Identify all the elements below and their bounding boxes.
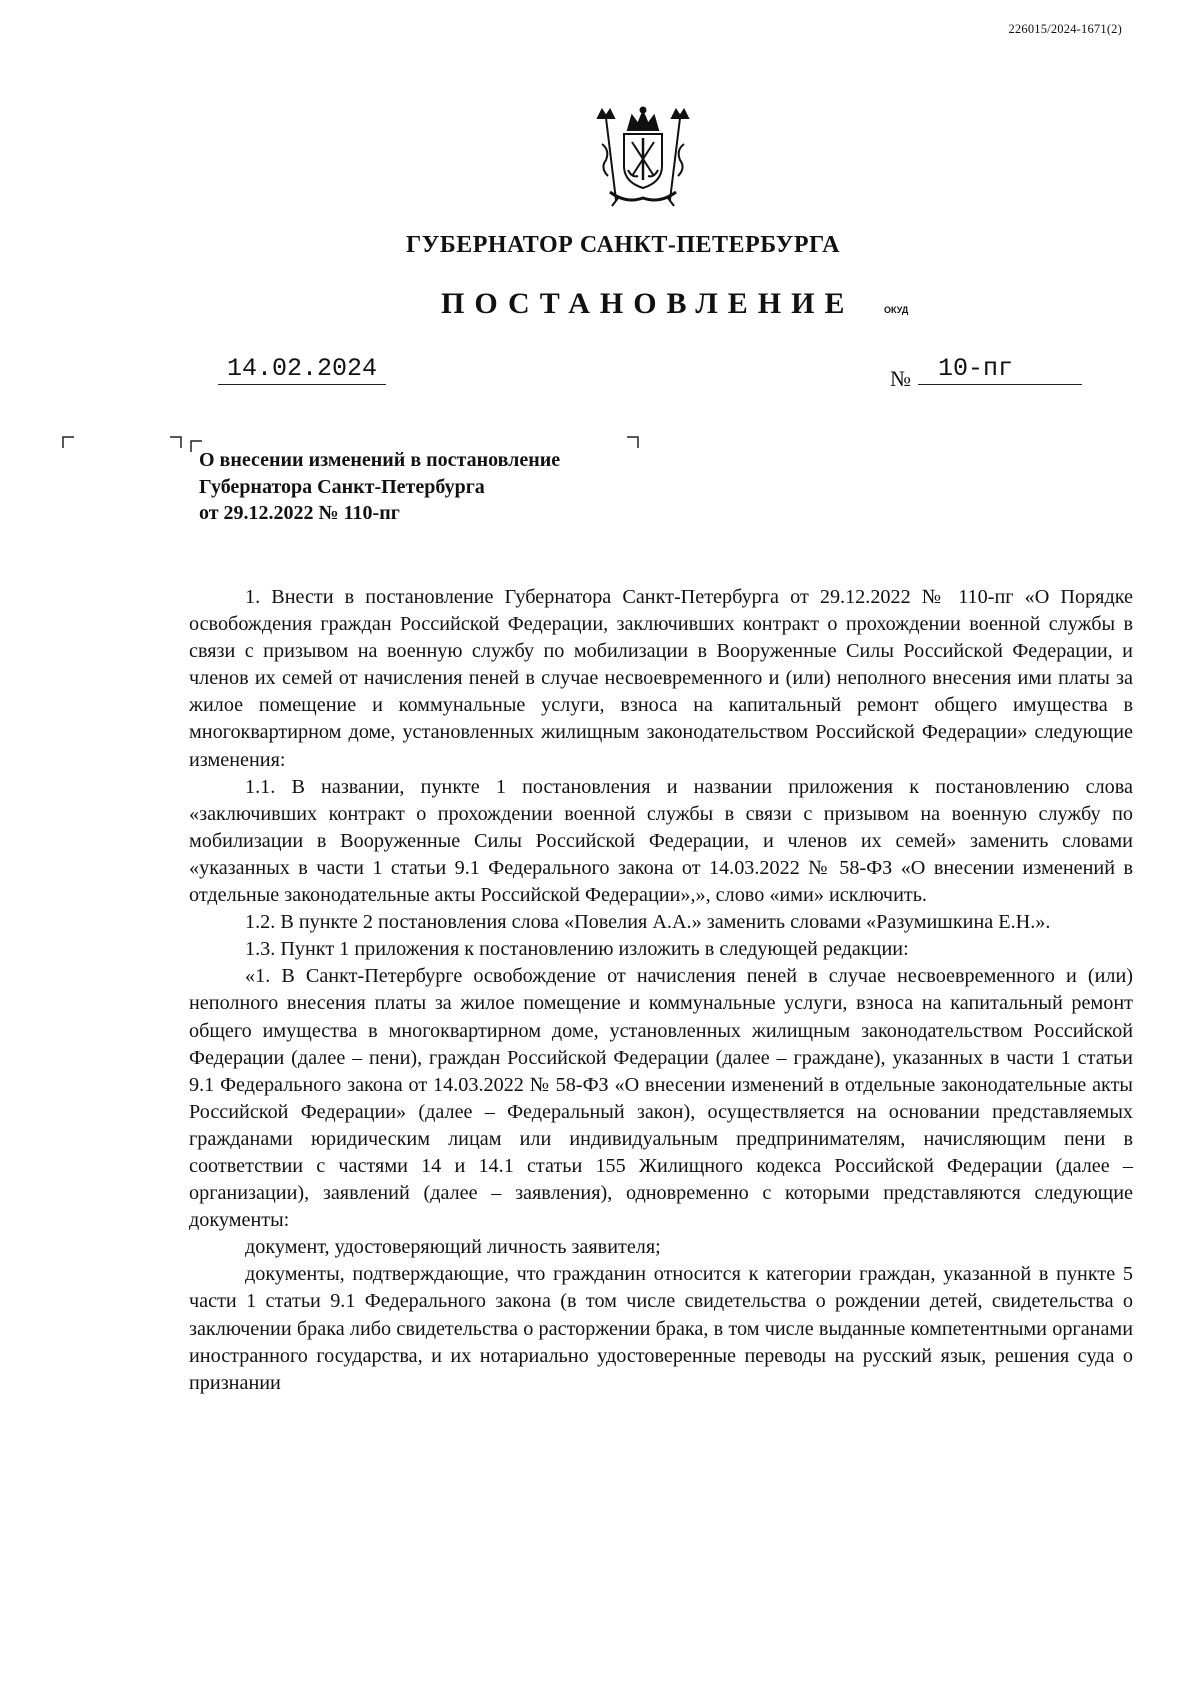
subject-line: от 29.12.2022 № 110-пг (199, 502, 400, 524)
body-paragraph: 1. Внести в постановление Губернатора Санкт-Петербурга от 29.12.2022 № 110-пг «О Порядке освобождения граждан Российской Федерации, заключивших контракт о прохождении военной службы в связи с призывом на военную службу по мобилизации в Вооруженные Силы Российской Федерации, и членов их семей от начисления пеней в случае несвоевременного и (или) неполного внесения ими платы за жилое помещение и коммунальные услуги, взноса на капитальный ремонт общего имущества в многоквартирном доме, установленных жилищным законодательством Российской Федерации» следующие изменения: (189, 586, 1133, 771)
document-registration-number: 226015/2024-1671(2) (1008, 22, 1122, 36)
body-paragraph: «1. В Санкт-Петербурге освобождение от начисления пеней в случае несвоевременного и (или) неполного внесения платы за жилое помещение и коммунальные услуги, взноса на капитальный ремонт общего имущества в многоквартирном доме, установленных жилищным законодательством Российской Федерации (далее – пени), граждан Российской Федерации (далее – граждане), указанных в части 1 статьи 9.1 Федерального закона от 14.03.2022 № 58-ФЗ «О внесении изменений в отдельные законодательные акты Российской Федерации» (далее – Федеральный закон), осуществляется на основании представляемых гражданами юридическим лицам или индивидуальным предпринимателям, начисляющим пени в соответствии с частями 14 и 14.1 статьи 155 Жилищного кодекса Российской Федерации (далее – организации), заявлений (далее – заявления), одновременно с которыми представляются следующие документы: (189, 965, 1133, 1232)
document-subject (199, 447, 560, 527)
document-type: ПОСТАНОВЛЕНИЕ (441, 287, 855, 320)
document-body (189, 584, 1133, 1397)
body-paragraph: 1.1. В названии, пункте 1 постановления и названии приложения к постановлению слова «заключивших контракт о прохождении военной службы в связи с призывом на военную службу по мобилизации в Вооруженные Силы Российской Федерации, и членов их семей» заменить словами «указанных в части 1 статьи 9.1 Федерального закона от 14.03.2022 № 58-ФЗ «О внесении изменений в отдельные законодательные акты Российской Федерации»,», слово «ими» исключить. (189, 775, 1133, 907)
body-paragraph: документ, удостоверяющий личность заявителя; (245, 1236, 661, 1259)
document-date: 14.02.2024 (218, 354, 386, 385)
corner-mark-subject-right (627, 436, 639, 448)
authority-title: ГУБЕРНАТОР САНКТ-ПЕТЕРБУРГА (405, 232, 840, 258)
saint-petersburg-coat-of-arms-icon (592, 104, 694, 208)
subject-line: Губернатора Санкт-Петербурга (199, 475, 485, 498)
subject-line: О внесении изменений в постановление (199, 449, 561, 471)
okud-label: ОКУД (884, 305, 909, 315)
body-paragraph: документы, подтверждающие, что гражданин относится к категории граждан, указанной в пункте 5 части 1 статьи 9.1 Федерального закона (в том числе свидетельства о рождении детей, свидетельства о заключении брака либо свидетельства о расторжении брака, в том числе выданные компетентными органами иностранного государства, и их нотариально удостоверенные переводы на русский язык, решения суда о признании (189, 1263, 1133, 1394)
document-number: 10-пг (918, 354, 1082, 385)
corner-mark-inner-right (170, 436, 182, 448)
body-paragraph: 1.3. Пункт 1 приложения к постановлению изложить в следующей редакции: (245, 938, 909, 961)
corner-mark-left (62, 436, 74, 448)
number-sign: № (890, 366, 911, 391)
body-paragraph: 1.2. В пункте 2 постановления слова «Повелия А.А.» заменить словами «Разумишкина Е.Н.». (245, 911, 1051, 934)
